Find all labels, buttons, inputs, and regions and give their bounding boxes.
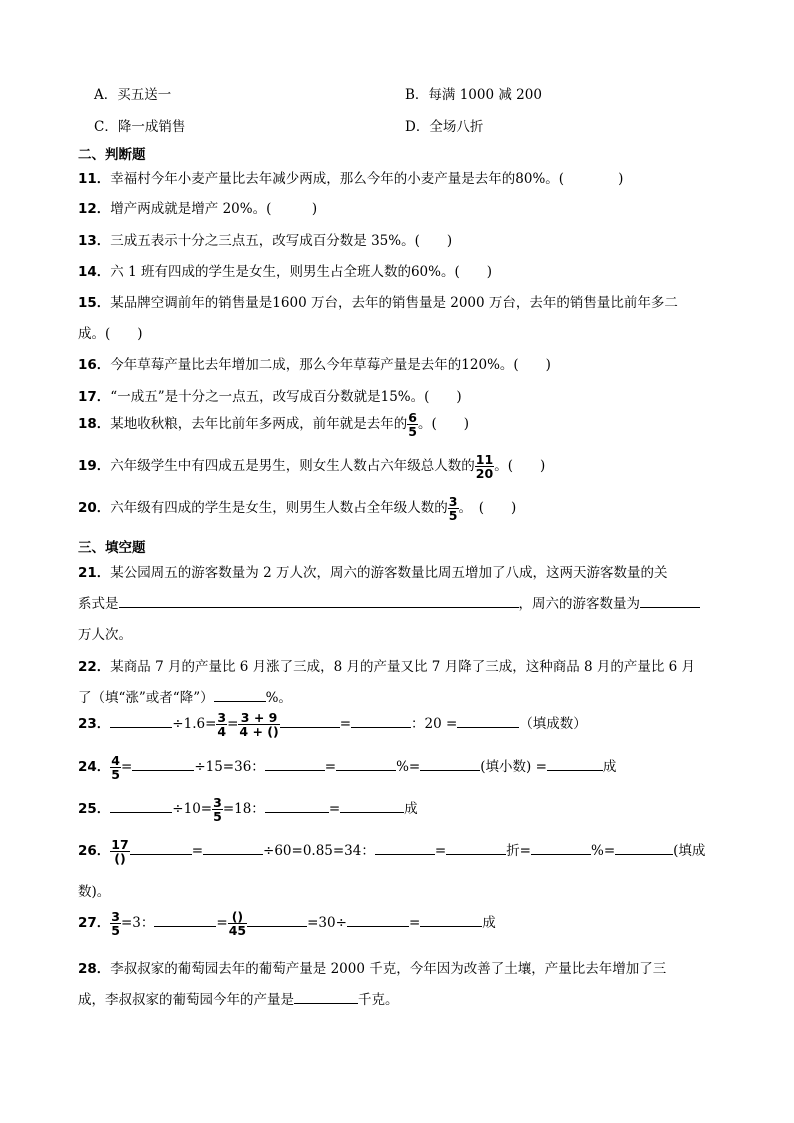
fraction: $\frac{6}{5}$ xyxy=(408,410,417,440)
question-20 xyxy=(78,495,516,522)
question-13 xyxy=(78,229,452,249)
question-number: 14． xyxy=(78,264,111,280)
answer-blank[interactable] xyxy=(265,758,325,771)
question-26: 26． $\frac{17}{()}$ = ÷60=0.85=34： = 折= %= (填成 xyxy=(78,837,706,867)
answer-blank[interactable] xyxy=(110,800,172,813)
answer-blank[interactable] xyxy=(457,715,519,728)
question-number: 24． xyxy=(78,759,111,776)
answer-blank[interactable] xyxy=(446,842,506,855)
question-text: 幸福村今年小麦产量比去年减少两成，那么今年的小麦产量是去年的80%。( ) xyxy=(110,171,624,187)
question-19 xyxy=(78,453,545,480)
question-tail: 。 ( ) xyxy=(458,500,517,517)
answer-blank[interactable] xyxy=(154,914,216,927)
question-number: 21． xyxy=(78,565,111,581)
question-number: 16． xyxy=(78,357,111,373)
question-text: 六年级学生中有四成五是男生，则女生人数占六年级总人数的 xyxy=(110,458,475,475)
answer-blank[interactable] xyxy=(119,595,519,608)
option-b: B．每满 1000 减 200 xyxy=(405,87,542,103)
fraction: $\frac{17}{()}$ xyxy=(111,837,129,867)
answer-blank[interactable] xyxy=(420,758,480,771)
question-number: 17． xyxy=(78,389,111,405)
question-14 xyxy=(78,260,492,280)
option-c: C．降一成销售 xyxy=(94,119,186,135)
answer-blank[interactable] xyxy=(265,800,329,813)
question-text: 某品牌空调前年的销售量是1600 万台，去年的销售量是 2000 万台，去年的销售量比前年多二 xyxy=(110,295,678,311)
option-d: D．全场八折 xyxy=(405,119,484,135)
answer-blank[interactable] xyxy=(420,914,482,927)
question-text: 增产两成就是增产 20%。( ) xyxy=(110,201,318,217)
question-text: 某地收秋粮，去年比前年多两成，前年就是去年的 xyxy=(110,416,408,433)
question-15-cont: 成。( ) xyxy=(78,326,143,342)
answer-blank[interactable] xyxy=(347,914,409,927)
answer-blank[interactable] xyxy=(110,715,172,728)
question-text: “一成五”是十分之一点五，改写成百分数就是15%。( ) xyxy=(110,389,462,405)
section-heading-fill: 三、填空题 xyxy=(78,540,146,556)
answer-blank[interactable] xyxy=(247,914,307,927)
question-17 xyxy=(78,385,462,405)
answer-blank[interactable] xyxy=(375,842,435,855)
question-21-line2: 系式是 ，周六的游客数量为 xyxy=(78,592,700,612)
question-tail: 。( ) xyxy=(494,458,546,475)
option-a: A．买五送一 xyxy=(94,87,172,103)
answer-blank[interactable] xyxy=(336,758,396,771)
fraction: $\frac{3}{5}$ xyxy=(448,494,458,524)
question-12 xyxy=(78,197,317,217)
section-heading-judgement: 二、判断题 xyxy=(78,147,146,163)
question-number: 12． xyxy=(78,201,111,217)
question-23: 23． ÷1.6= $\frac{3}{4}$ = $\frac{3 + 9}{4 + ()}$ = ：20 = （填成数） xyxy=(78,710,587,740)
question-number: 18． xyxy=(78,416,111,433)
question-21 xyxy=(78,561,667,581)
question-text: 李叔叔家的葡萄园去年的葡萄产量是 2000 千克，今年因为改善了土壤，产量比去年增加了三 xyxy=(110,961,667,977)
answer-blank[interactable] xyxy=(203,842,263,855)
question-number: 27． xyxy=(78,915,111,932)
fraction: $\frac{4}{5}$ xyxy=(111,753,120,783)
question-number: 23． xyxy=(78,716,111,733)
question-number: 15． xyxy=(78,295,111,311)
question-26-line2: 数)。 xyxy=(78,884,111,900)
question-number: 26． xyxy=(78,843,111,860)
answer-blank[interactable] xyxy=(340,800,404,813)
answer-blank[interactable] xyxy=(280,715,340,728)
fraction: $\frac{()}{45}$ xyxy=(228,909,247,939)
question-number: 22． xyxy=(78,659,111,675)
question-28-line2: 成，李叔叔家的葡萄园今年的产量是 千克。 xyxy=(78,992,399,1008)
answer-blank[interactable] xyxy=(531,842,591,855)
question-tail: 。( ) xyxy=(418,416,470,433)
question-text: 六年级有四成的学生是女生，则男生人数占全年级人数的 xyxy=(110,500,448,517)
fraction: $\frac{3 + 9}{4 + ()}$ xyxy=(239,710,279,740)
question-11 xyxy=(78,167,623,187)
question-15 xyxy=(78,291,678,311)
question-number: 28． xyxy=(78,961,111,977)
answer-blank[interactable] xyxy=(130,842,192,855)
question-28 xyxy=(78,957,666,977)
question-number: 25． xyxy=(78,801,111,818)
question-22 xyxy=(78,655,695,675)
question-number: 13． xyxy=(78,233,111,249)
answer-blank[interactable] xyxy=(351,715,411,728)
question-text: 某商品 7 月的产量比 6 月涨了三成，8 月的产量又比 7 月降了三成，这种商品 8 月的产量比 6 月 xyxy=(110,659,696,675)
question-27: 27． $\frac{3}{5}$ =3： = $\frac{()}{45}$ =30÷ = 成 xyxy=(78,909,496,939)
fraction: $\frac{11}{20}$ xyxy=(475,452,494,482)
question-text: 今年草莓产量比去年增加二成，那么今年草莓产量是去年的120%。( ) xyxy=(110,357,551,373)
question-text: 三成五表示十分之三点五，改写成百分数是 35%。( ) xyxy=(110,233,453,249)
question-24: 24． $\frac{4}{5}$ = ÷15=36： = %= (填小数) = 成 xyxy=(78,753,617,783)
question-text: 某公园周五的游客数量为 2 万人次，周六的游客数量比周五增加了八成，这两天游客数量的关 xyxy=(110,565,668,581)
question-25: 25． ÷10= $\frac{3}{5}$ =18： = 成 xyxy=(78,795,418,825)
fraction: $\frac{3}{5}$ xyxy=(213,795,222,825)
question-text: 六 1 班有四成的学生是女生，则男生占全班人数的60%。( ) xyxy=(110,264,493,280)
fraction: $\frac{3}{4}$ xyxy=(217,710,227,740)
answer-blank[interactable] xyxy=(640,595,700,608)
answer-blank[interactable] xyxy=(132,758,194,771)
question-22-line2: 了（填“涨”或者“降”） %。 xyxy=(78,690,292,706)
answer-blank[interactable] xyxy=(294,991,358,1004)
answer-blank[interactable] xyxy=(547,758,603,771)
question-number: 20． xyxy=(78,500,111,517)
question-16 xyxy=(78,353,551,373)
fraction: $\frac{3}{5}$ xyxy=(111,909,120,939)
question-number: 11． xyxy=(78,171,111,187)
question-number: 19． xyxy=(78,458,111,475)
question-21-line3: 万人次。 xyxy=(78,627,132,643)
answer-blank[interactable] xyxy=(615,842,673,855)
question-18 xyxy=(78,411,469,438)
answer-blank[interactable] xyxy=(214,689,266,702)
